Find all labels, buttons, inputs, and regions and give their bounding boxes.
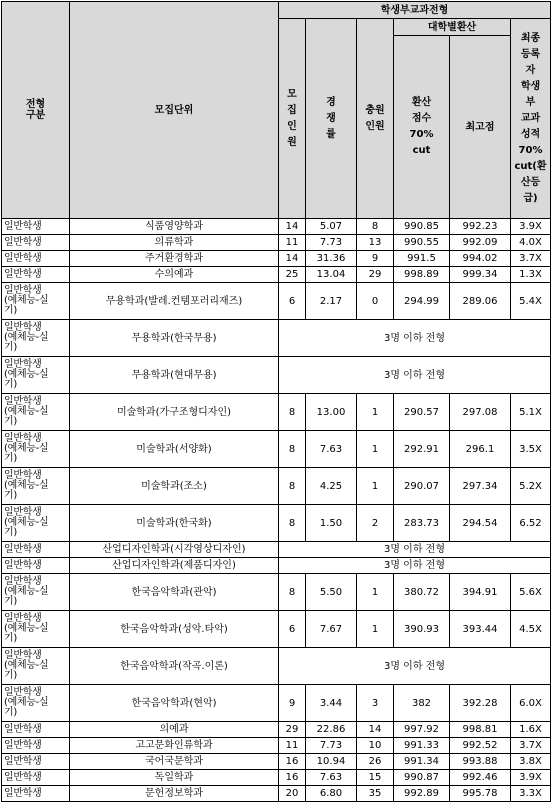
cell-final: 3.7X	[511, 251, 551, 267]
cell-extra: 1	[357, 574, 394, 611]
cell-gubun: 일반학생 (예체능-실 기)	[2, 648, 70, 685]
header-group: 학생부교과전형	[279, 2, 551, 19]
table-row	[2, 394, 551, 431]
cell-competition: 4.25	[306, 468, 357, 505]
cell-extra: 0	[357, 283, 394, 320]
cell-competition: 5.07	[306, 219, 357, 235]
cell-gubun: 일반학생 (예체능-실 기)	[2, 611, 70, 648]
cell-cut: 991.5	[394, 251, 450, 267]
cell-cut: 998.89	[394, 267, 450, 283]
cell-unit: 미술학과(조소)	[70, 468, 279, 505]
cell-gubun: 일반학생	[2, 558, 70, 574]
cell-final: 3.9X	[511, 219, 551, 235]
table-row	[2, 722, 551, 738]
cell-quota: 14	[279, 219, 306, 235]
cell-extra: 1	[357, 431, 394, 468]
cell-gubun: 일반학생 (예체능-실 기)	[2, 283, 70, 320]
cell-competition: 7.63	[306, 770, 357, 786]
cell-max: 992.46	[450, 770, 511, 786]
cell-quota: 9	[279, 685, 306, 722]
cell-unit: 한국음악학과(현악)	[70, 685, 279, 722]
cell-extra: 14	[357, 722, 394, 738]
table-row	[2, 738, 551, 754]
cell-max: 993.88	[450, 754, 511, 770]
cell-max: 392.28	[450, 685, 511, 722]
cell-cut: 990.55	[394, 235, 450, 251]
cell-cut: 283.73	[394, 505, 450, 542]
cell-gubun: 일반학생	[2, 786, 70, 802]
cell-max: 296.1	[450, 431, 511, 468]
cell-quota: 11	[279, 738, 306, 754]
cell-cut: 990.85	[394, 219, 450, 235]
cell-competition: 2.17	[306, 283, 357, 320]
cell-competition: 13.00	[306, 394, 357, 431]
admission-results-table	[1, 1, 551, 802]
cell-gubun: 일반학생	[2, 251, 70, 267]
cell-competition: 10.94	[306, 754, 357, 770]
cell-unit: 산업디자인학과(제품디자인)	[70, 558, 279, 574]
cell-final: 3.7X	[511, 738, 551, 754]
cell-final: 4.0X	[511, 235, 551, 251]
cell-max: 992.52	[450, 738, 511, 754]
table-row	[2, 770, 551, 786]
cell-max: 998.81	[450, 722, 511, 738]
cell-merged-note: 3명 이하 전형	[279, 542, 551, 558]
cell-quota: 8	[279, 505, 306, 542]
cell-unit: 미술학과(한국화)	[70, 505, 279, 542]
cell-max: 394.91	[450, 574, 511, 611]
cell-competition: 13.04	[306, 267, 357, 283]
cell-extra: 9	[357, 251, 394, 267]
cell-max: 289.06	[450, 283, 511, 320]
cell-merged-note: 3명 이하 전형	[279, 320, 551, 357]
cell-extra: 1	[357, 468, 394, 505]
cell-unit: 국어국문학과	[70, 754, 279, 770]
cell-unit: 문헌정보학과	[70, 786, 279, 802]
cell-final: 6.52	[511, 505, 551, 542]
cell-cut: 991.34	[394, 754, 450, 770]
cell-unit: 무용학과(현대무용)	[70, 357, 279, 394]
cell-gubun: 일반학생	[2, 235, 70, 251]
cell-cut: 991.33	[394, 738, 450, 754]
cell-competition: 22.86	[306, 722, 357, 738]
cell-max: 992.23	[450, 219, 511, 235]
cell-extra: 26	[357, 754, 394, 770]
cell-competition: 3.44	[306, 685, 357, 722]
cell-gubun: 일반학생 (예체능-실 기)	[2, 685, 70, 722]
cell-cut: 990.87	[394, 770, 450, 786]
cell-quota: 8	[279, 468, 306, 505]
cell-quota: 8	[279, 394, 306, 431]
cell-gubun: 일반학생 (예체능-실 기)	[2, 357, 70, 394]
cell-competition: 7.67	[306, 611, 357, 648]
cell-unit: 산업디자인학과(시각영상디자인)	[70, 542, 279, 558]
cell-competition: 7.73	[306, 738, 357, 754]
header-unit: 모집단위	[70, 2, 279, 219]
cell-quota: 6	[279, 283, 306, 320]
cell-gubun: 일반학생	[2, 738, 70, 754]
cell-gubun: 일반학생	[2, 754, 70, 770]
cell-unit: 주거환경학과	[70, 251, 279, 267]
cell-gubun: 일반학생 (예체능-실 기)	[2, 468, 70, 505]
table-row	[2, 505, 551, 542]
cell-max: 994.02	[450, 251, 511, 267]
table-body	[2, 219, 551, 802]
cell-final: 1.6X	[511, 722, 551, 738]
cell-final: 4.5X	[511, 611, 551, 648]
cell-final: 3.9X	[511, 770, 551, 786]
cell-competition: 6.80	[306, 786, 357, 802]
cell-quota: 25	[279, 267, 306, 283]
cell-cut: 382	[394, 685, 450, 722]
cell-competition: 1.50	[306, 505, 357, 542]
table-row	[2, 468, 551, 505]
cell-max: 297.08	[450, 394, 511, 431]
cell-cut: 992.89	[394, 786, 450, 802]
cell-cut: 292.91	[394, 431, 450, 468]
header-competition: 경 쟁 률	[306, 19, 357, 219]
header-quota: 모 집 인 원	[279, 19, 306, 219]
cell-extra: 1	[357, 611, 394, 648]
cell-max: 995.78	[450, 786, 511, 802]
cell-unit: 무용학과(발레.컨템포러리재즈)	[70, 283, 279, 320]
cell-quota: 20	[279, 786, 306, 802]
table-row	[2, 431, 551, 468]
table-row	[2, 251, 551, 267]
cell-extra: 15	[357, 770, 394, 786]
header-extra: 충원 인원	[357, 19, 394, 219]
cell-unit: 고고문화인류학과	[70, 738, 279, 754]
cell-final: 5.1X	[511, 394, 551, 431]
cell-gubun: 일반학생 (예체능-실 기)	[2, 320, 70, 357]
cell-quota: 6	[279, 611, 306, 648]
cell-cut: 380.72	[394, 574, 450, 611]
cell-competition: 7.63	[306, 431, 357, 468]
cell-gubun: 일반학생 (예체능-실 기)	[2, 574, 70, 611]
cell-quota: 16	[279, 770, 306, 786]
cell-final: 3.3X	[511, 786, 551, 802]
cell-competition: 5.50	[306, 574, 357, 611]
cell-extra: 3	[357, 685, 394, 722]
table-row	[2, 219, 551, 235]
cell-cut: 290.57	[394, 394, 450, 431]
cell-gubun: 일반학생	[2, 219, 70, 235]
cell-quota: 14	[279, 251, 306, 267]
table-row	[2, 558, 551, 574]
table-row	[2, 235, 551, 251]
cell-unit: 한국음악학과(작곡.이론)	[70, 648, 279, 685]
cell-unit: 독일학과	[70, 770, 279, 786]
table-row	[2, 542, 551, 558]
header-conv-score: 환산 점수 70% cut	[394, 36, 450, 219]
cell-max: 393.44	[450, 611, 511, 648]
cell-quota: 29	[279, 722, 306, 738]
cell-gubun: 일반학생	[2, 267, 70, 283]
table-row	[2, 320, 551, 357]
cell-cut: 290.07	[394, 468, 450, 505]
cell-gubun: 일반학생 (예체능-실 기)	[2, 505, 70, 542]
table-row	[2, 574, 551, 611]
cell-unit: 수의예과	[70, 267, 279, 283]
header-max: 최고점	[450, 36, 511, 219]
table-row	[2, 786, 551, 802]
cell-max: 294.54	[450, 505, 511, 542]
cell-final: 5.4X	[511, 283, 551, 320]
cell-cut: 390.93	[394, 611, 450, 648]
cell-unit: 의예과	[70, 722, 279, 738]
cell-final: 1.3X	[511, 267, 551, 283]
cell-max: 297.34	[450, 468, 511, 505]
header-conversion-group: 대학별환산	[394, 19, 511, 36]
cell-extra: 35	[357, 786, 394, 802]
cell-gubun: 일반학생 (예체능-실 기)	[2, 431, 70, 468]
cell-extra: 13	[357, 235, 394, 251]
cell-unit: 의류학과	[70, 235, 279, 251]
cell-unit: 미술학과(가구조형디자인)	[70, 394, 279, 431]
cell-gubun: 일반학생 (예체능-실 기)	[2, 394, 70, 431]
cell-extra: 1	[357, 394, 394, 431]
table-row	[2, 754, 551, 770]
table-row	[2, 357, 551, 394]
cell-cut: 997.92	[394, 722, 450, 738]
cell-unit: 한국음악학과(성악.타악)	[70, 611, 279, 648]
cell-extra: 8	[357, 219, 394, 235]
table-row	[2, 685, 551, 722]
table-row	[2, 611, 551, 648]
cell-quota: 8	[279, 574, 306, 611]
cell-merged-note: 3명 이하 전형	[279, 558, 551, 574]
cell-final: 3.5X	[511, 431, 551, 468]
cell-final: 3.8X	[511, 754, 551, 770]
cell-extra: 10	[357, 738, 394, 754]
cell-gubun: 일반학생	[2, 722, 70, 738]
cell-unit: 미술학과(서양화)	[70, 431, 279, 468]
table-row	[2, 283, 551, 320]
cell-unit: 한국음악학과(관악)	[70, 574, 279, 611]
header-gubun: 전형 구분	[2, 2, 70, 219]
cell-max: 999.34	[450, 267, 511, 283]
cell-quota: 11	[279, 235, 306, 251]
cell-unit: 식품영양학과	[70, 219, 279, 235]
cell-quota: 16	[279, 754, 306, 770]
cell-merged-note: 3명 이하 전형	[279, 357, 551, 394]
header-final: 최종 등록 자 학생 부 교과 성적 70% cut(환 산등 급)	[511, 19, 551, 219]
cell-merged-note: 3명 이하 전형	[279, 648, 551, 685]
table-row	[2, 267, 551, 283]
cell-extra: 29	[357, 267, 394, 283]
cell-competition: 7.73	[306, 235, 357, 251]
cell-max: 992.09	[450, 235, 511, 251]
table-row	[2, 648, 551, 685]
cell-extra: 2	[357, 505, 394, 542]
cell-final: 5.6X	[511, 574, 551, 611]
cell-final: 5.2X	[511, 468, 551, 505]
cell-gubun: 일반학생	[2, 770, 70, 786]
cell-cut: 294.99	[394, 283, 450, 320]
cell-unit: 무용학과(한국무용)	[70, 320, 279, 357]
cell-quota: 8	[279, 431, 306, 468]
cell-competition: 31.36	[306, 251, 357, 267]
cell-final: 6.0X	[511, 685, 551, 722]
cell-gubun: 일반학생	[2, 542, 70, 558]
